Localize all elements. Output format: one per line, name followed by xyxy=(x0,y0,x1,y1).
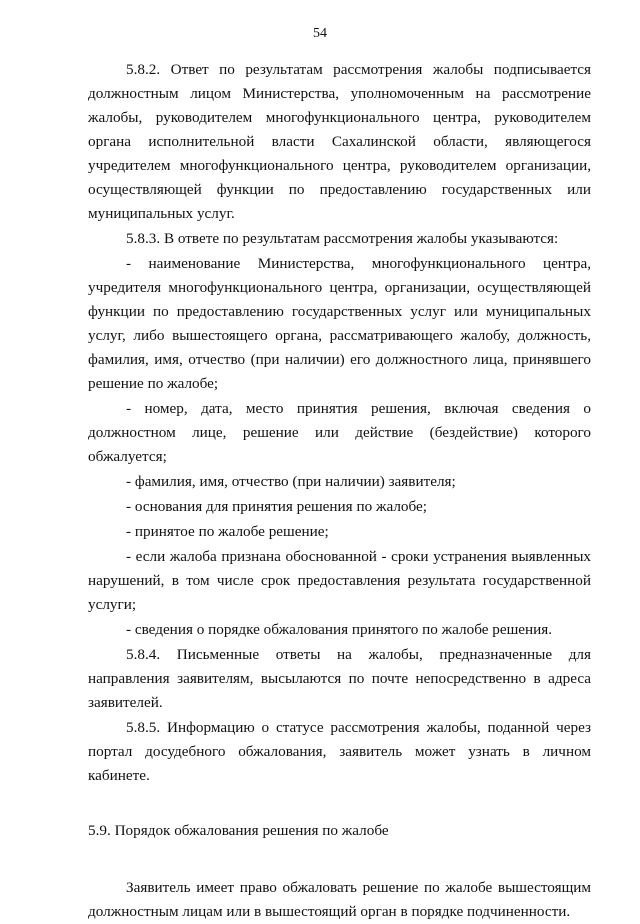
list-item-deadlines: - если жалоба признана обоснованной - сроки устранения выявленных нарушений, в том числе срок предоставления результата государственной услуги; xyxy=(88,548,591,613)
paragraph-5-8-5: 5.8.5. Информацию о статусе рассмотрения жалобы, поданной через портал досудебного обжалования, заявитель может узнать в личном кабинете. xyxy=(88,719,591,784)
list-item-grounds: - основания для принятия решения по жалобе; xyxy=(126,498,427,515)
page-number: 54 xyxy=(313,26,327,41)
list-item-decision: - принятое по жалобе решение; xyxy=(126,523,329,540)
final-paragraph: Заявитель имеет право обжаловать решение по жалобе вышестоящим должностным лицам или в вышестоящий орган в порядке подчиненности. xyxy=(88,879,591,920)
list-item-appeal-procedure: - сведения о порядке обжалования принятого по жалобе решения. xyxy=(126,621,553,638)
document-body xyxy=(88,58,591,924)
section-heading: 5.9. Порядок обжалования решения по жалобе xyxy=(88,822,389,839)
paragraph-5-8-4: 5.8.4. Письменные ответы на жалобы, предназначенные для направления заявителям, высылаются по почте непосредственно в адреса заявителей. xyxy=(88,646,591,711)
list-item-name: - наименование Министерства, многофункционального центра, учредителя многофункционального центра, организации, осуществляющей функции по предоставлению государственных услуг или муниципальных услуг, либо вышестоящего органа, рассматривающего жалобу, должность, фамилия, имя, отчество (при наличии) его должностного лица, принявшего решение по жалобе; xyxy=(88,255,591,392)
paragraph-5-8-2: 5.8.2. Ответ по результатам рассмотрения жалобы подписывается должностным лицом Министерства, уполномоченным на рассмотрение жалобы, руководителем многофункционального центра, руководителем органа исполнительной власти Сахалинской области, являющегося учредителем многофункционального центра, руководителем организации, осуществляющей функции по предоставлению государственных или муниципальных услуг. xyxy=(88,61,591,222)
list-item-decision-number: - номер, дата, место принятия решения, включая сведения о должностном лице, решение или действие (бездействие) которого обжалуется; xyxy=(88,400,591,465)
paragraph-5-8-3: 5.8.3. В ответе по результатам рассмотрения жалобы указываются: xyxy=(126,230,559,247)
list-item-applicant-name: - фамилия, имя, отчество (при наличии) заявителя; xyxy=(126,473,456,490)
